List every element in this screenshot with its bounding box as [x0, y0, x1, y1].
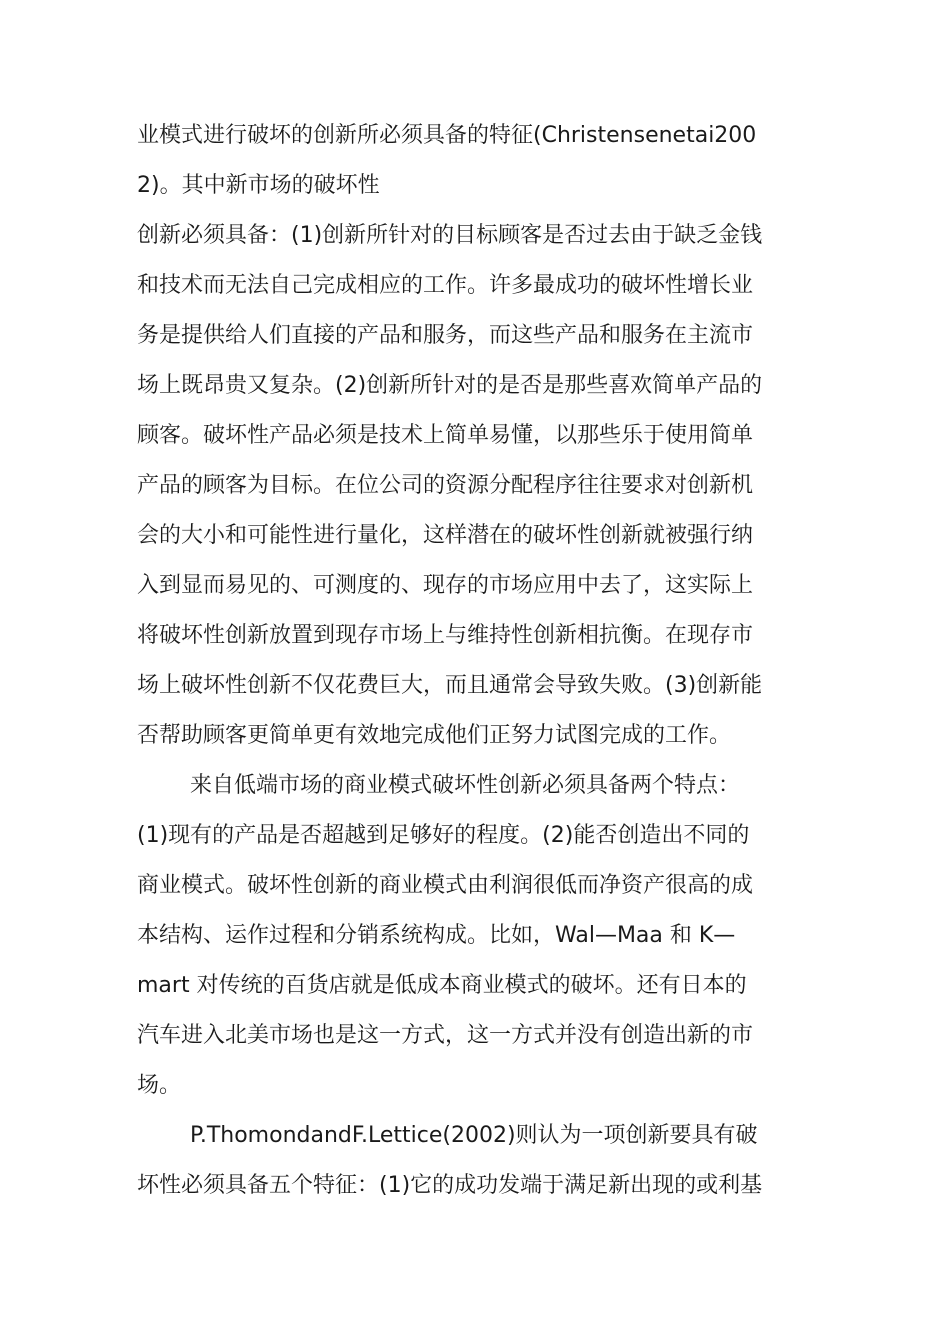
- text-line-17: 本结构、运作过程和分销系统构成。比如，Wal—Maa 和 K—: [137, 923, 736, 948]
- text-line-5: 务是提供给人们直接的产品和服务，而这些产品和服务在主流市: [137, 323, 754, 348]
- text-line-6: 场上既昂贵又复杂。(2)创新所针对的是否是那些喜欢简单产品的: [137, 373, 763, 398]
- text-line-18: mart 对传统的百货店就是低成本商业模式的破坏。还有日本的: [137, 973, 747, 998]
- text-line-7: 顾客。破坏性产品必须是技术上简单易懂，以那些乐于使用简单: [137, 423, 754, 448]
- text-line-9: 会的大小和可能性进行量化，这样潜在的破坏性创新就被强行纳: [137, 523, 754, 548]
- text-line-4: 和技术而无法自己完成相应的工作。许多最成功的破坏性增长业: [137, 273, 754, 298]
- text-line-2: 2)。其中新市场的破坏性: [137, 173, 380, 198]
- text-line-13: 否帮助顾客更简单更有效地完成他们正努力试图完成的工作。: [137, 723, 732, 748]
- text-line-16: 商业模式。破坏性创新的商业模式由利润很低而净资产很高的成: [137, 873, 754, 898]
- text-line-1: 业模式进行破坏的创新所必须具备的特征(Christensenetai200: [137, 123, 757, 148]
- text-line-19: 汽车进入北美市场也是这一方式，这一方式并没有创造出新的市: [137, 1023, 754, 1048]
- text-line-15: (1)现有的产品是否超越到足够好的程度。(2)能否创造出不同的: [137, 823, 750, 848]
- body-text: [137, 111, 805, 1211]
- text-line-12: 场上破坏性创新不仅花费巨大，而且通常会导致失败。(3)创新能: [137, 673, 763, 698]
- text-line-10: 入到显而易见的、可测度的、现存的市场应用中去了，这实际上: [137, 573, 754, 598]
- text-line-11: 将破坏性创新放置到现存市场上与维持性创新相抗衡。在现存市: [137, 623, 754, 648]
- text-line-22: 坏性必须具备五个特征：(1)它的成功发端于满足新出现的或利基: [137, 1173, 763, 1198]
- text-line-20: 场。: [137, 1073, 182, 1098]
- text-line-3: 创新必须具备：(1)创新所针对的目标顾客是否过去由于缺乏金钱: [137, 223, 763, 248]
- text-line-14: 来自低端市场的商业模式破坏性创新必须具备两个特点：: [190, 773, 741, 798]
- text-line-21: P.ThomondandF.Lettice(2002)则认为一项创新要具有破: [190, 1123, 758, 1148]
- text-line-8: 产品的顾客为目标。在位公司的资源分配程序往往要求对创新机: [137, 473, 754, 498]
